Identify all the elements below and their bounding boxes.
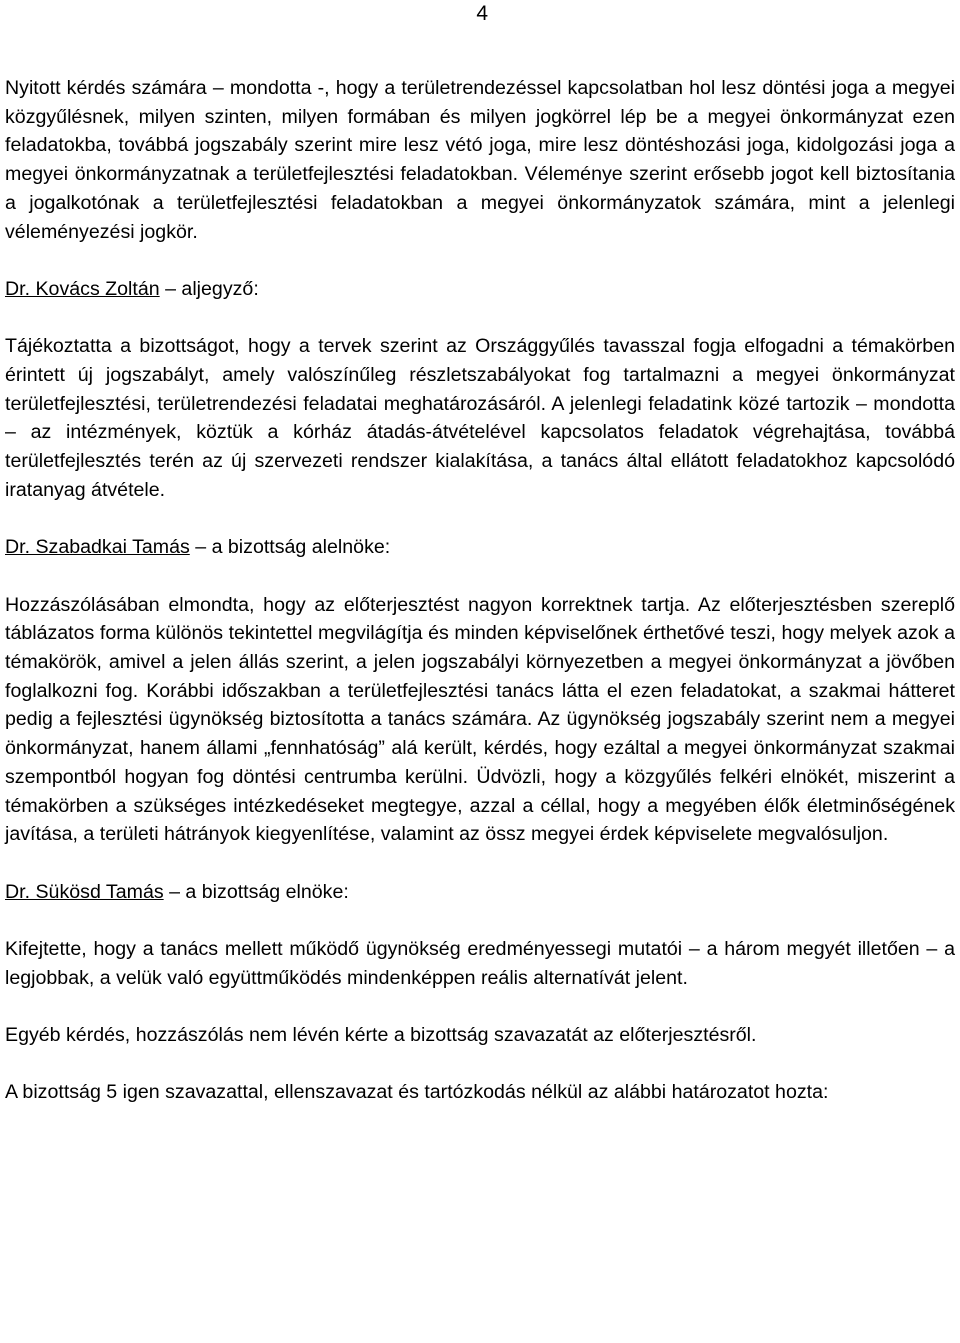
speaker-heading-2 [5, 533, 955, 562]
paragraph-2: Tájékoztatta a bizottságot, hogy a tervek szerint az Országgyűlés tavasszal fogja elfogadni a témakörben érintett új jogszabályt, amely valószínűleg részletszabályokat fog tartalmazni a megyei önkormányzat területfejlesztési, területrendezési feladatai meghatározásáról. A jelenlegi feladatink közé tartozik – mondotta – az intézmények, köztük a kórház átadás-átvételével kapcsolatos feladatok végrehajtása, továbbá területfejlesztés terén az új szervezeti rendszer kialakítása, a tanács által ellátott feladatokhoz kapcsolódó iratanyag átvétele. [5, 335, 955, 501]
speaker-name-3: Dr. Sükösd Tamás [5, 880, 164, 903]
speaker-name-2: Dr. Szabadkai Tamás [5, 536, 190, 559]
speaker-role-2: – a bizottság alelnöke: [189, 536, 391, 559]
paragraph-3: Hozzászólásában elmondta, hogy az előterjesztést nagyon korrektnek tartja. Az előterjesztésben szereplő táblázatos forma különös tekintettel megvilágítja és minden képviselőnek érthetővé teszi, hogy melyek azok a témakörök, amivel a jelen állás szerint, a jelen jogszabályi környezetben a megyei önkormányzat a jövőben foglalkozni fog. Korábbi időszakban a területfejlesztési tanács látta el ezen feladatokat, a szakmai hátteret pedig a fejlesztési ügynökség biztosította a tanács számára. Az ügynökség jogszabály szerint nem a megyei önkormányzat, hanem állami „fennhatóság” alá került, kérdés, hogy ezáltal a megyei önkormányzat szakmai szempontból hogyan fog döntési centrumba kerülni. Üdvözli, hogy a közgyűlés felkéri elnökét, miszerint a témakörben a szükséges intézkedéseket megtegye, azzal a céllal, hogy a megyében élők életminőségének javítása, a területi hátrányok kiegyenlítése, valamint az össz megyei érdek képviselete megvalósuljon. [5, 593, 955, 846]
speaker-role-1: – aljegyző: [159, 277, 259, 300]
document-body [5, 74, 955, 1107]
page-number: 4 [476, 2, 488, 25]
speaker-name-1: Dr. Kovács Zoltán [5, 277, 160, 300]
paragraph-1: Nyitott kérdés számára – mondotta -, hogy a területrendezéssel kapcsolatban hol lesz döntési joga a megyei közgyűlésnek, milyen szinten, milyen formában és milyen jogkörrel lép be a megyei önkormányzat ezen feladatokba, továbbá jogszabály szerint mire lesz vétó joga, mire lesz döntéshozási joga, kidolgozási joga a megyei önkormányzatnak a területfejlesztési feladatokban. Véleménye szerint erősebb jogot kell biztosítania a jogalkotónak a területfejlesztési feladatokban a megyei önkormányzatok számára, mint a jelenlegi véleményezési jogkör. [5, 77, 955, 243]
paragraph-6: A bizottság 5 igen szavazattal, ellenszavazat és tartózkodás nélkül az alábbi határozatot hozta: [5, 1081, 829, 1104]
paragraph-4: Kifejtette, hogy a tanács mellett működő ügynökség eredményessegi mutatói – a három megyét illetően – a legjobbak, a velük való együttműködés mindenképpen reális alternatívát jelent. [5, 938, 955, 989]
speaker-role-3: – a bizottság elnöke: [163, 880, 349, 903]
speaker-heading-3 [5, 878, 955, 907]
speaker-heading-1 [5, 275, 955, 304]
paragraph-5: Egyéb kérdés, hozzászólás nem lévén kérte a bizottság szavazatát az előterjesztésről. [5, 1024, 757, 1047]
